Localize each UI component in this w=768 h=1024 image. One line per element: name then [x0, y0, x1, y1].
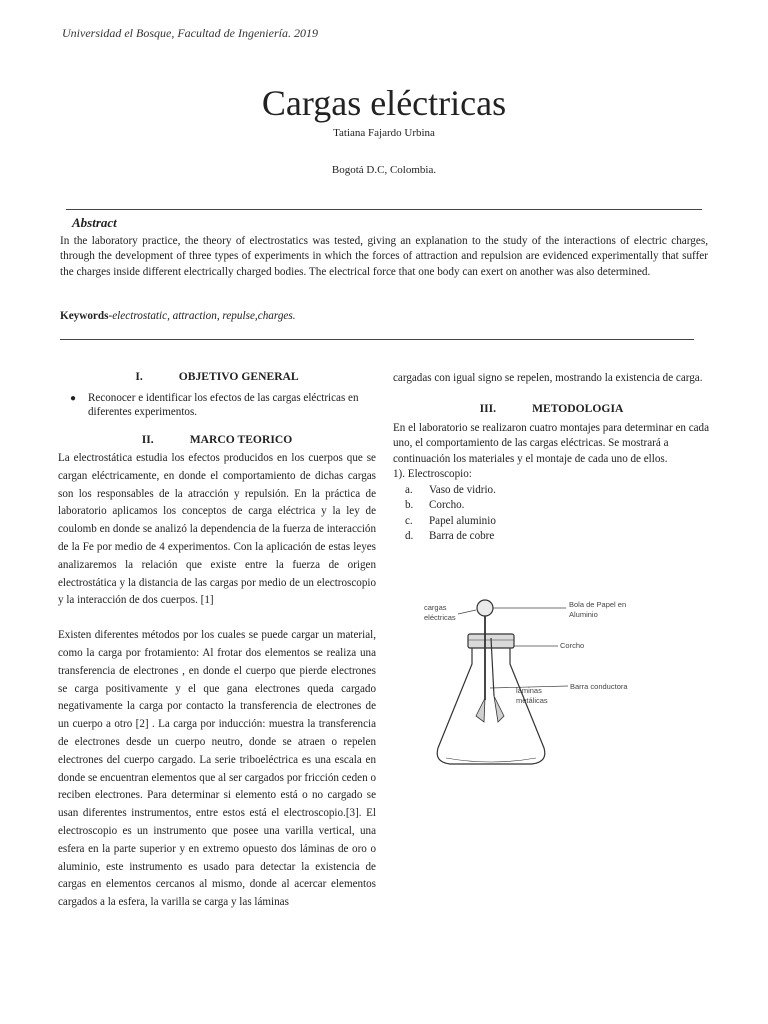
keywords-text: -electrostatic, attraction, repulse,charges.: [108, 310, 296, 322]
label-corcho: Corcho: [560, 641, 585, 650]
keywords-line: [60, 310, 296, 322]
theory-paragraph-1: La electrostática estudia los efectos producidos en los cuerpos que se cargan eléctricamente, en donde el comportamiento de dichas cargas son los responsables de la atracción y repulsión. En la práctica de laboratorio aplicamos los conceptos de carga eléctrica y la ley de coulomb en donde se analizó la dependencia de la fuerza de interacción de la Fe por medio de 4 experimentos. Con la aplicación de estas leyes analizaremos la relación que existe entre la fuerza de origen electrostática y la distancia de las cargas por medio de un electroscopio y la interacción de dos cuerpos. [1]: [58, 452, 376, 607]
list-item: a. Vaso de vidrio.: [405, 483, 496, 496]
objective-text: Reconocer e identificar los efectos de las cargas eléctricas en diferentes experimentos.: [88, 392, 359, 418]
label-metalicas: metálicas: [516, 696, 548, 705]
section-1-title: OBJETIVO GENERAL: [178, 370, 299, 383]
author-name: Tatiana Fajardo Urbina: [333, 127, 435, 139]
label-electricas: eléctricas: [424, 613, 456, 622]
journal-header: Universidad el Bosque, Facultad de Ingeniería. 2019: [62, 26, 318, 40]
list-item: c. Papel aluminio: [405, 514, 496, 527]
section-1-number: I.: [135, 370, 143, 383]
abstract-top-rule: [66, 209, 702, 210]
label-aluminio: Aluminio: [569, 610, 598, 619]
section-3-number: III.: [479, 401, 497, 415]
section-1-heading: [58, 370, 376, 383]
paper-title: Cargas eléctricas: [261, 83, 507, 123]
right-column: [393, 370, 710, 545]
section-2-heading: [58, 433, 376, 446]
method-subheading: 1). Electroscopio:: [393, 468, 472, 481]
theory-paragraph-2: Existen diferentes métodos por los cuales se puede cargar un material, como la carga por frotamiento: Al frotar dos elementos se realiza una transferencia de electrones , en donde el cuerpo que pierde electrones se carga positivamente y el que gana electrones queda cargado negativamente la carga por contacto la transferencia de electrones de un cuerpo a otro [2] . La carga por inducción: muestra la transferencia de electrones desde un cuerpo neutro, donde se atraen o repelen electrones del cuerpo cargado. La serie triboeléctrica es una escala en donde se encuentran elementos que al ser cargados por fricción ceden o reciben electrones. Para determinar si elemento está o no cargado se usan diferentes instrumentos, entre estos está el electroscopio.[3]. El electroscopio es un instrumento que posee una varilla vertical, una esfera en la parte superior y en extremo opuesto dos láminas de oro o aluminio, este instrumento es usado para detectar la existencia de cargas en elementos cercanos al mismo, donde al acercar elementos cargados a la esfera, la varilla se carga y las láminas: [58, 629, 376, 909]
label-barra: Barra conductora: [570, 682, 628, 691]
abstract-heading: Abstract: [72, 215, 117, 230]
abstract-text: In the laboratory practice, the theory of electrostatics was tested, giving an explanation to the study of the interactions of electric charges, through the development of three types of experiments in which the forces of attraction and repulsion are evidenced experimentally that suffer the charges inside different electrically charged bodies. The electrical force that one body can exert on another was also determined.: [60, 235, 708, 278]
section-3-heading: [393, 402, 710, 415]
section-3-title: METODOLOGIA: [532, 401, 624, 415]
method-intro: En el laboratorio se realizaron cuatro montajes para determinar en cada uno, el comportamiento de las cargas eléctricas. Se mostrará a continuación los materiales y el montaje de cada uno de ellos.: [393, 421, 710, 465]
section-2-title: MARCO TEORICO: [189, 433, 293, 446]
bullet-icon: ●: [69, 393, 77, 404]
continuation-text: cargadas con igual signo se repelen, mostrando la existencia de carga.: [393, 372, 703, 384]
list-item: b. Corcho.: [405, 499, 465, 512]
label-bola: Bola de Papel en: [569, 600, 627, 609]
label-cargas: cargas: [424, 603, 447, 612]
section-2-number: II.: [141, 433, 154, 446]
author-location: Bogotá D.C, Colombia.: [331, 164, 437, 176]
list-item: d. Barra de cobre: [405, 530, 495, 543]
electroscope-figure: [408, 588, 668, 774]
objective-bullet: [58, 391, 376, 419]
left-column: [58, 370, 376, 912]
materials-list: [393, 483, 710, 545]
abstract-bottom-rule: [60, 339, 694, 340]
label-laminas: láminas: [516, 686, 542, 695]
keywords-label: Keywords: [60, 310, 109, 322]
